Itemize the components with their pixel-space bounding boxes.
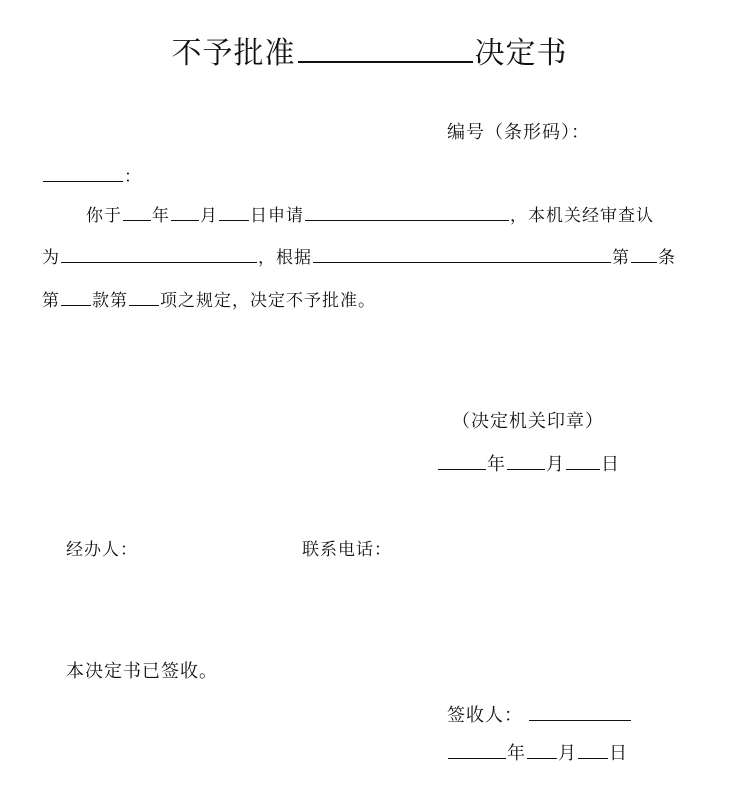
- para-text: 日申请: [250, 206, 304, 226]
- application-item-blank[interactable]: [305, 202, 509, 221]
- article-blank[interactable]: [631, 244, 657, 263]
- seal-label: （决定机关印章）: [452, 411, 604, 432]
- received-year-blank[interactable]: [448, 740, 506, 759]
- document-title: [0, 28, 739, 72]
- date-day-label: 日: [609, 743, 628, 764]
- para-text: 项之规定，决定不予批准。: [160, 291, 376, 311]
- title-suffix: 决定书: [474, 36, 568, 71]
- decision-month-blank[interactable]: [507, 451, 545, 470]
- legal-basis-blank[interactable]: [313, 244, 611, 263]
- signer-label: 签收人：: [447, 705, 523, 726]
- para-text: 条: [658, 248, 676, 268]
- date-year-label: 年: [487, 454, 506, 475]
- title-blank[interactable]: [298, 35, 473, 63]
- clause-blank[interactable]: [61, 287, 91, 306]
- reason-blank[interactable]: [61, 244, 257, 263]
- para-text: 月: [200, 206, 218, 226]
- handler-label: 经办人：: [66, 540, 138, 560]
- para-text: ，根据: [258, 248, 312, 268]
- received-month-blank[interactable]: [527, 740, 557, 759]
- para-text: 第: [612, 248, 630, 268]
- para-text: 为: [42, 248, 60, 268]
- signer-line: [447, 701, 632, 727]
- decision-year-blank[interactable]: [438, 451, 486, 470]
- paragraph-line-2: [42, 243, 676, 268]
- phone-label: 联系电话：: [302, 540, 392, 560]
- date-month-label: 月: [546, 454, 565, 475]
- signer-blank[interactable]: [529, 702, 631, 721]
- recipient-line: [42, 162, 142, 187]
- apply-year-blank[interactable]: [123, 202, 151, 221]
- paragraph-line-3: [42, 286, 376, 311]
- date-year-label: 年: [507, 743, 526, 764]
- date-month-label: 月: [558, 743, 577, 764]
- item-blank[interactable]: [129, 287, 159, 306]
- recipient-blank[interactable]: [43, 163, 123, 182]
- received-note: 本决定书已签收。: [66, 661, 218, 682]
- number-label: 编号（条形码）：: [447, 122, 590, 143]
- apply-day-blank[interactable]: [219, 202, 249, 221]
- recipient-colon: ：: [124, 167, 142, 187]
- received-day-blank[interactable]: [578, 740, 608, 759]
- para-text: 款第: [92, 291, 128, 311]
- para-text: 年: [152, 206, 170, 226]
- title-prefix: 不予批准: [171, 36, 296, 71]
- para-text: 第: [42, 291, 60, 311]
- decision-day-blank[interactable]: [566, 451, 600, 470]
- date-day-label: 日: [601, 454, 620, 475]
- received-date: [447, 739, 628, 765]
- para-text: 你于: [86, 206, 122, 226]
- para-text: ，本机关经审查认: [510, 206, 654, 226]
- paragraph-line-1: [86, 201, 654, 226]
- decision-date: [437, 450, 620, 476]
- apply-month-blank[interactable]: [171, 202, 199, 221]
